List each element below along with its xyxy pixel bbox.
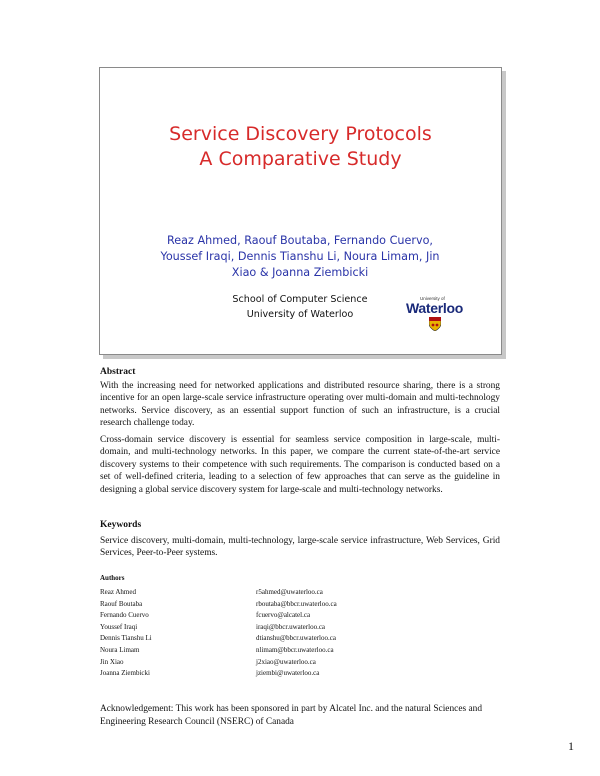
author-name: Youssef Iraqi [100, 622, 138, 631]
author-name: Dennis Tianshu Li [100, 634, 152, 643]
author-name: Noura Limam [100, 645, 140, 654]
author-row [100, 610, 400, 622]
keywords-text: Service discovery, multi-domain, multi-technology, large-scale service infrastructure, Web Services, Grid Services, Peer-to-Peer systems. [100, 536, 500, 559]
author-row [100, 657, 400, 669]
author-name: Raouf Boutaba [100, 599, 143, 608]
author-email: dtianshu@bbcr.uwaterloo.ca [256, 634, 336, 643]
author-email: fcuervo@alcatel.ca [256, 611, 311, 620]
authors-line-3: Xiao & Joanna Ziembicki [231, 266, 369, 279]
page-number: 1 [568, 739, 574, 753]
title-line-1: Service Discovery Protocols [169, 123, 432, 145]
author-email: rboutaba@bbcr.uwaterloo.ca [256, 599, 337, 608]
waterloo-logo [406, 296, 466, 332]
paper-title [100, 122, 501, 172]
logo-wordmark: Waterloo [406, 300, 463, 316]
university-name: University of Waterloo [246, 309, 354, 320]
author-email: r5ahmed@uwaterloo.ca [256, 588, 323, 596]
keywords-heading: Keywords [100, 520, 142, 530]
author-email: j2xiao@uwaterloo.ca [256, 657, 316, 666]
author-row [100, 633, 400, 645]
author-name: Reaz Ahmed [100, 588, 136, 596]
crest-icon [429, 317, 441, 331]
acknowledgement: Acknowledgement: This work has been sponsored in part by Alcatel Inc. and the natural Sciences and Engineering Research Council (NSERC) of Canada [100, 704, 483, 727]
authors-list [100, 587, 400, 680]
author-name: Fernando Cuervo [100, 611, 149, 620]
slide-authors [140, 233, 460, 281]
title-line-2: A Comparative Study [199, 148, 402, 170]
author-email: nlimam@bbcr.uwaterloo.ca [256, 645, 334, 654]
author-row [100, 668, 400, 680]
school-name: School of Computer Science [232, 294, 368, 305]
authors-line-2: Youssef Iraqi, Dennis Tianshu Li, Noura Limam, Jin [160, 250, 440, 263]
authors-heading: Authors [100, 574, 125, 582]
authors-line-1: Reaz Ahmed, Raouf Boutaba, Fernando Cuervo, [167, 234, 433, 247]
author-name: Joanna Ziembicki [100, 669, 150, 678]
abstract-heading: Abstract [100, 367, 136, 377]
author-email: iraqi@bbcr.uwaterloo.ca [256, 622, 326, 631]
author-email: jziembi@uwaterloo.ca [256, 669, 320, 678]
abstract-paragraph-1: With the increasing need for networked applications and distributed resource sharing, there is a strong incentive for an open large-scale service infrastructure operating over multi-domain and multi-technology networks. Service discovery, as an essential support function of such an infrastructure, is a crucial research challenge today. [100, 381, 500, 429]
author-row [100, 587, 400, 599]
author-row [100, 645, 400, 657]
title-slide [99, 67, 502, 355]
affiliation [210, 292, 390, 322]
author-row [100, 622, 400, 634]
logo-small-text: University of [420, 296, 445, 301]
abstract-paragraph-2: Cross-domain service discovery is essential for seamless service composition in large-scale, multi-domain, and multi-technology networks. In this paper, we compare the current state-of-the-art service discovery systems to their competence with such requirements. The comparison is conducted based on a set of well-defined criteria, leading to a selection of few approaches that can serve as the guideline in designing a global service discovery system for large-scale and multi-technology networks. [100, 435, 500, 495]
author-name: Jin Xiao [100, 657, 124, 666]
author-row [100, 599, 400, 611]
